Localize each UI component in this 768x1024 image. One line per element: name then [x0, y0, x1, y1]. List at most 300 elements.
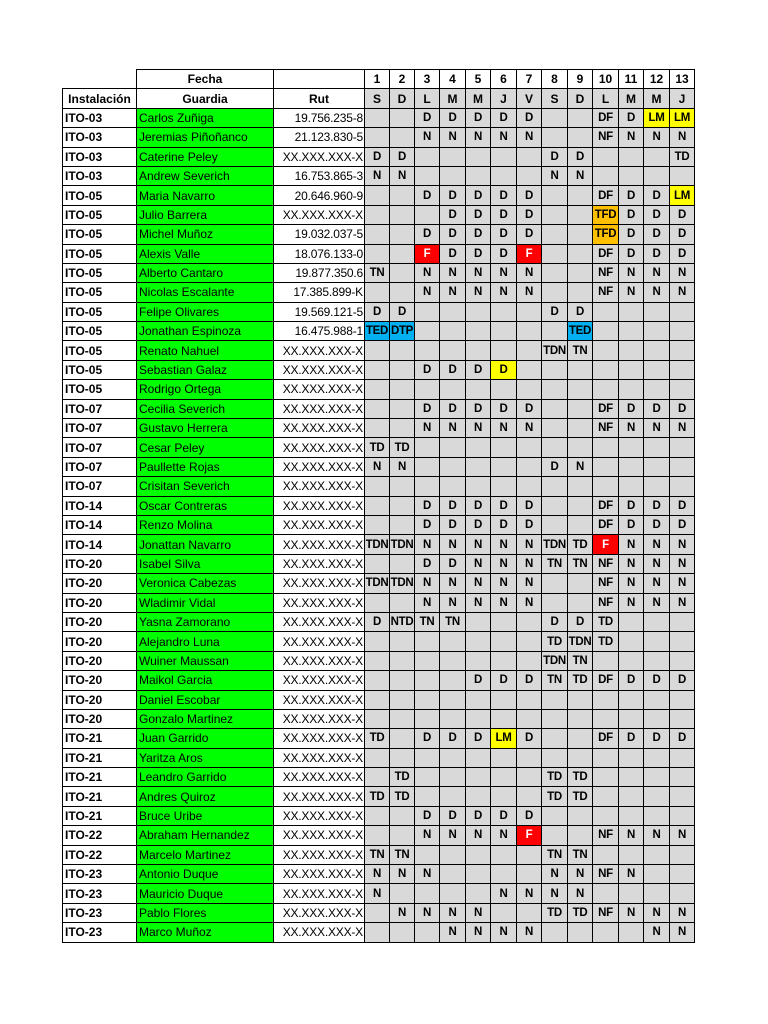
shift-cell [619, 690, 644, 709]
shift-cell [593, 748, 619, 767]
shift-cell: N [644, 593, 670, 612]
shift-cell: N [440, 419, 466, 438]
shift-cell: N [365, 884, 390, 903]
shift-cell: D [644, 729, 670, 748]
guard-name-cell: Renato Nahuel [137, 341, 274, 360]
weekday-header: M [644, 89, 670, 108]
shift-cell [390, 108, 415, 127]
shift-cell [390, 593, 415, 612]
shift-cell [365, 205, 390, 224]
shift-cell: D [542, 612, 568, 631]
shift-cell: TN [568, 554, 593, 573]
table-row [63, 923, 695, 942]
shift-cell [466, 302, 491, 321]
table-row [63, 515, 695, 534]
shift-cell [644, 380, 670, 399]
guard-name-cell: Jonathan Espinoza [137, 322, 274, 341]
shift-cell: N [440, 574, 466, 593]
rut-cell: XX.XXX.XXX-X [274, 477, 365, 496]
shift-cell: D [568, 612, 593, 631]
shift-cell [390, 283, 415, 302]
shift-cell: TN [568, 651, 593, 670]
installation-cell: ITO-21 [63, 787, 137, 806]
rut-cell: XX.XXX.XXX-X [274, 632, 365, 651]
shift-cell: N [517, 263, 542, 282]
shift-cell: N [670, 128, 695, 147]
shift-cell: N [619, 263, 644, 282]
rut-cell: XX.XXX.XXX-X [274, 923, 365, 942]
shift-cell [517, 748, 542, 767]
shift-cell: D [466, 225, 491, 244]
installation-cell: ITO-22 [63, 845, 137, 864]
shift-cell: D [644, 671, 670, 690]
guard-name-cell: Paullette Rojas [137, 457, 274, 476]
shift-cell [440, 438, 466, 457]
rut-cell: XX.XXX.XXX-X [274, 593, 365, 612]
shift-cell [390, 884, 415, 903]
shift-cell: D [670, 729, 695, 748]
shift-cell: TN [365, 845, 390, 864]
shift-cell: N [466, 923, 491, 942]
shift-cell [593, 302, 619, 321]
shift-cell [542, 128, 568, 147]
table-row [63, 225, 695, 244]
installation-cell: ITO-05 [63, 283, 137, 302]
shift-cell [670, 865, 695, 884]
rut-cell: XX.XXX.XXX-X [274, 845, 365, 864]
shift-cell: N [466, 826, 491, 845]
shift-cell: NF [593, 128, 619, 147]
shift-cell [644, 322, 670, 341]
rut-cell: XX.XXX.XXX-X [274, 360, 365, 379]
shift-cell: D [491, 244, 517, 263]
table-row [63, 768, 695, 787]
shift-cell [568, 748, 593, 767]
installation-cell: ITO-20 [63, 651, 137, 670]
day-number-header: 6 [491, 70, 517, 89]
shift-cell: N [542, 865, 568, 884]
header-empty-cell [274, 70, 365, 89]
shift-cell [491, 612, 517, 631]
shift-cell [365, 806, 390, 825]
shift-cell [644, 690, 670, 709]
shift-cell: TN [542, 554, 568, 573]
table-row [63, 748, 695, 767]
shift-cell: TD [390, 438, 415, 457]
shift-cell: D [491, 671, 517, 690]
shift-cell: D [670, 399, 695, 418]
shift-cell [568, 923, 593, 942]
shift-cell [390, 263, 415, 282]
shift-cell: D [390, 302, 415, 321]
shift-cell [644, 360, 670, 379]
shift-cell: N [644, 283, 670, 302]
guard-name-cell: Maikol Garcia [137, 671, 274, 690]
shift-cell: D [415, 496, 440, 515]
shift-cell [593, 787, 619, 806]
shift-cell: NF [593, 826, 619, 845]
shift-cell: N [415, 128, 440, 147]
shift-cell [365, 128, 390, 147]
shift-cell [365, 360, 390, 379]
shift-cell: N [619, 283, 644, 302]
weekday-header: D [390, 89, 415, 108]
shift-cell [440, 865, 466, 884]
shift-cell [670, 806, 695, 825]
shift-cell: N [390, 865, 415, 884]
guard-name-cell: Crisitan Severich [137, 477, 274, 496]
shift-cell: D [619, 515, 644, 534]
shift-cell: D [619, 225, 644, 244]
shift-cell: N [542, 884, 568, 903]
shift-cell: N [466, 593, 491, 612]
shift-cell [593, 360, 619, 379]
shift-cell: D [415, 554, 440, 573]
shift-cell: N [440, 263, 466, 282]
shift-cell [415, 322, 440, 341]
rut-cell: XX.XXX.XXX-X [274, 574, 365, 593]
shift-cell [542, 690, 568, 709]
table-row [63, 632, 695, 651]
table-row [63, 574, 695, 593]
shift-cell: N [440, 283, 466, 302]
shift-cell [619, 438, 644, 457]
shift-cell [390, 477, 415, 496]
table-row [63, 322, 695, 341]
shift-cell: N [466, 419, 491, 438]
table-row [63, 244, 695, 263]
shift-cell [670, 632, 695, 651]
shift-cell [440, 709, 466, 728]
weekday-header: L [593, 89, 619, 108]
table-row [63, 166, 695, 185]
shift-cell: N [517, 535, 542, 554]
rut-cell: 19.756.235-8 [274, 108, 365, 127]
shift-cell: D [415, 186, 440, 205]
installation-cell: ITO-20 [63, 574, 137, 593]
shift-cell: D [619, 186, 644, 205]
shift-cell: N [644, 419, 670, 438]
shift-cell [568, 399, 593, 418]
shift-cell: D [415, 515, 440, 534]
installation-cell: ITO-07 [63, 477, 137, 496]
shift-cell [517, 903, 542, 922]
installation-cell: ITO-05 [63, 225, 137, 244]
shift-cell: D [491, 806, 517, 825]
shift-cell: N [466, 903, 491, 922]
shift-cell [365, 496, 390, 515]
shift-cell [568, 593, 593, 612]
shift-cell: N [415, 419, 440, 438]
table-row [63, 806, 695, 825]
shift-cell [670, 709, 695, 728]
installation-cell: ITO-23 [63, 923, 137, 942]
guardia-header: Guardia [137, 89, 274, 108]
shift-cell [466, 322, 491, 341]
table-row [63, 399, 695, 418]
shift-cell: D [670, 244, 695, 263]
shift-cell [390, 205, 415, 224]
shift-cell: F [415, 244, 440, 263]
shift-cell: D [466, 186, 491, 205]
shift-cell: NF [593, 283, 619, 302]
shift-cell [415, 341, 440, 360]
table-row [63, 651, 695, 670]
shift-cell [440, 690, 466, 709]
table-row [63, 593, 695, 612]
table-row [63, 865, 695, 884]
shift-cell: N [440, 903, 466, 922]
shift-cell [365, 826, 390, 845]
table-row [63, 302, 695, 321]
shift-cell [542, 380, 568, 399]
shift-cell [568, 709, 593, 728]
shift-cell [365, 108, 390, 127]
shift-cell [491, 147, 517, 166]
shift-cell: NF [593, 574, 619, 593]
shift-cell [390, 225, 415, 244]
shift-cell [593, 457, 619, 476]
rut-cell: XX.XXX.XXX-X [274, 147, 365, 166]
shift-cell [415, 205, 440, 224]
shift-cell [619, 806, 644, 825]
shift-cell [542, 283, 568, 302]
shift-cell: N [491, 128, 517, 147]
shift-cell [644, 709, 670, 728]
shift-cell: D [619, 108, 644, 127]
shift-cell: N [440, 128, 466, 147]
shift-cell [390, 380, 415, 399]
shift-cell: N [619, 535, 644, 554]
shift-cell: N [415, 865, 440, 884]
shift-cell [517, 147, 542, 166]
table-row [63, 438, 695, 457]
day-number-header: 5 [466, 70, 491, 89]
shift-cell: D [466, 360, 491, 379]
table-row [63, 903, 695, 922]
shift-cell: N [466, 283, 491, 302]
shift-cell [466, 690, 491, 709]
table-row [63, 263, 695, 282]
shift-cell [365, 225, 390, 244]
shift-cell: N [644, 826, 670, 845]
shift-cell [365, 283, 390, 302]
shift-cell [593, 690, 619, 709]
day-number-header: 13 [670, 70, 695, 89]
shift-cell: LM [644, 108, 670, 127]
guard-name-cell: Isabel Silva [137, 554, 274, 573]
installation-cell: ITO-03 [63, 128, 137, 147]
shift-cell: D [415, 806, 440, 825]
table-row [63, 671, 695, 690]
shift-cell [415, 768, 440, 787]
shift-cell [644, 341, 670, 360]
installation-cell: ITO-05 [63, 244, 137, 263]
shift-cell: N [517, 283, 542, 302]
installation-cell: ITO-03 [63, 147, 137, 166]
shift-cell [670, 438, 695, 457]
shift-cell: D [517, 108, 542, 127]
shift-cell: D [390, 147, 415, 166]
day-number-header: 4 [440, 70, 466, 89]
shift-cell: D [619, 244, 644, 263]
day-number-header: 3 [415, 70, 440, 89]
rut-cell: 19.569.121-5 [274, 302, 365, 321]
shift-cell [542, 593, 568, 612]
shift-cell [542, 496, 568, 515]
guard-name-cell: Andrew Severich [137, 166, 274, 185]
shift-cell [466, 166, 491, 185]
shift-cell: TD [568, 787, 593, 806]
shift-cell: TDN [568, 632, 593, 651]
shift-cell: D [619, 205, 644, 224]
shift-cell: TD [542, 632, 568, 651]
shift-cell [670, 360, 695, 379]
shift-cell [517, 438, 542, 457]
shift-cell [568, 380, 593, 399]
shift-cell [517, 690, 542, 709]
shift-cell [390, 923, 415, 942]
table-row [63, 884, 695, 903]
shift-cell: TN [568, 845, 593, 864]
shift-cell: TD [568, 535, 593, 554]
shift-cell: D [517, 225, 542, 244]
guard-name-cell: Marcelo Martinez [137, 845, 274, 864]
shift-cell: D [415, 399, 440, 418]
shift-cell [644, 806, 670, 825]
rut-cell: XX.XXX.XXX-X [274, 748, 365, 767]
guard-name-cell: Jonattan Navarro [137, 535, 274, 554]
shift-cell: D [670, 671, 695, 690]
day-number-header: 2 [390, 70, 415, 89]
table-row [63, 380, 695, 399]
installation-cell: ITO-05 [63, 341, 137, 360]
shift-cell: F [593, 535, 619, 554]
shift-cell: N [466, 263, 491, 282]
guard-name-cell: Gonzalo Martinez [137, 709, 274, 728]
rut-cell: 18.076.133-0 [274, 244, 365, 263]
shift-cell [365, 923, 390, 942]
shift-cell [568, 477, 593, 496]
shift-cell [415, 923, 440, 942]
shift-cell: D [440, 225, 466, 244]
installation-cell: ITO-07 [63, 399, 137, 418]
weekday-header: V [517, 89, 542, 108]
rut-cell: XX.XXX.XXX-X [274, 884, 365, 903]
shift-cell: N [644, 903, 670, 922]
shift-cell: D [466, 806, 491, 825]
shift-cell [619, 768, 644, 787]
installation-cell: ITO-23 [63, 884, 137, 903]
guard-name-cell: Juan Garrido [137, 729, 274, 748]
guard-name-cell: Maria Navarro [137, 186, 274, 205]
installation-cell: ITO-20 [63, 709, 137, 728]
installation-cell: ITO-21 [63, 729, 137, 748]
shift-cell [619, 147, 644, 166]
shift-cell: TN [568, 341, 593, 360]
shift-cell [670, 787, 695, 806]
shift-schedule-table [62, 69, 695, 943]
table-row [63, 690, 695, 709]
shift-cell: TD [542, 787, 568, 806]
shift-cell [491, 748, 517, 767]
shift-cell [619, 457, 644, 476]
shift-cell: N [491, 826, 517, 845]
weekday-header: M [619, 89, 644, 108]
shift-cell [568, 690, 593, 709]
installation-cell: ITO-14 [63, 515, 137, 534]
shift-cell: D [542, 302, 568, 321]
shift-cell [440, 380, 466, 399]
shift-cell [670, 845, 695, 864]
guard-name-cell: Julio Barrera [137, 205, 274, 224]
shift-cell [365, 768, 390, 787]
day-number-header: 9 [568, 70, 593, 89]
shift-cell: N [619, 419, 644, 438]
shift-cell: D [365, 612, 390, 631]
shift-cell: N [466, 554, 491, 573]
shift-cell: N [365, 865, 390, 884]
shift-cell: TDN [542, 535, 568, 554]
shift-cell: N [517, 574, 542, 593]
shift-cell: D [491, 225, 517, 244]
shift-cell [491, 632, 517, 651]
shift-cell: N [415, 826, 440, 845]
installation-cell: ITO-20 [63, 612, 137, 631]
day-number-header: 8 [542, 70, 568, 89]
shift-cell: N [670, 923, 695, 942]
shift-cell [568, 826, 593, 845]
shift-cell: N [670, 903, 695, 922]
shift-cell [491, 457, 517, 476]
rut-cell: XX.XXX.XXX-X [274, 768, 365, 787]
shift-cell: DF [593, 186, 619, 205]
table-row [63, 360, 695, 379]
installation-cell: ITO-23 [63, 903, 137, 922]
shift-cell [415, 651, 440, 670]
shift-cell: N [517, 884, 542, 903]
shift-cell: D [491, 186, 517, 205]
weekday-header: M [440, 89, 466, 108]
guard-name-cell: Andres Quiroz [137, 787, 274, 806]
shift-cell: D [670, 515, 695, 534]
guard-name-cell: Renzo Molina [137, 515, 274, 534]
shift-cell: D [365, 147, 390, 166]
shift-cell: DF [593, 244, 619, 263]
rut-cell: 20.646.960-9 [274, 186, 365, 205]
table-row [63, 496, 695, 515]
table-row [63, 108, 695, 127]
guard-name-cell: Alexis Valle [137, 244, 274, 263]
shift-cell [415, 302, 440, 321]
shift-cell [466, 457, 491, 476]
shift-cell: D [491, 205, 517, 224]
installation-cell: ITO-20 [63, 671, 137, 690]
weekday-header: D [568, 89, 593, 108]
shift-cell: NF [593, 419, 619, 438]
shift-cell [440, 671, 466, 690]
shift-cell: N [491, 263, 517, 282]
shift-cell [542, 826, 568, 845]
guard-name-cell: Veronica Cabezas [137, 574, 274, 593]
shift-cell: TDN [542, 651, 568, 670]
shift-cell [568, 496, 593, 515]
shift-cell [542, 806, 568, 825]
installation-cell: ITO-05 [63, 360, 137, 379]
shift-cell: TD [568, 671, 593, 690]
shift-cell: D [644, 186, 670, 205]
shift-cell: TN [440, 612, 466, 631]
